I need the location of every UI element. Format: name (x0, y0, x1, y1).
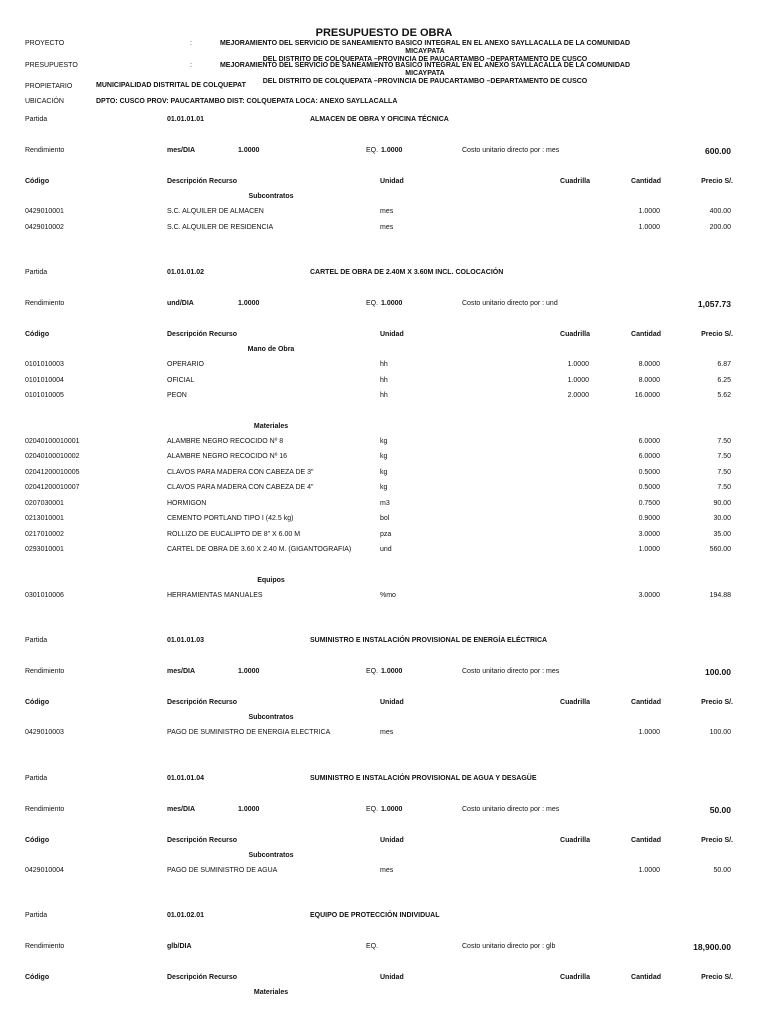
presupuesto-label: PRESUPUESTO (25, 62, 78, 69)
unidad-header: Unidad (380, 178, 404, 185)
costo-value: 600.00 (705, 146, 731, 156)
partida-label: Partida (25, 269, 48, 276)
rendimiento-label: Rendimiento (25, 943, 65, 950)
rendimiento-unit: mes/DIA (167, 147, 196, 154)
item-unit: hh (380, 392, 388, 399)
unidad-header: Unidad (380, 836, 404, 844)
cantidad-header: Cantidad (631, 974, 661, 981)
precio-header: Precio S/. (701, 699, 733, 706)
item-cantidad: 1.0000 (638, 546, 660, 553)
item-description: PAGO DE SUMINISTRO DE AGUA (167, 866, 278, 874)
partida-label: Partida (25, 637, 48, 644)
item-unit: mes (380, 729, 394, 736)
item-unit: %mo (380, 591, 396, 599)
page-title: PRESUPUESTO DE OBRA (315, 27, 453, 39)
descripcion-header: Descripción Recurso (167, 699, 238, 706)
item-cantidad: 8.0000 (638, 376, 660, 384)
presupuesto-line1: MEJORAMIENTO DEL SERVICIO DE SANEAMIENTO BASICO INTEGRAL EN EL ANEXO SAYLLACALLA DE LA COMUNIDAD MICAYPATA (219, 62, 631, 77)
item-description: CLAVOS PARA MADERA CON CABEZA DE 4" (167, 484, 314, 491)
item-description: PAGO DE SUMINISTRO DE ENERGIA ELECTRICA (167, 729, 331, 736)
rendimiento-label: Rendimiento (25, 300, 65, 307)
descripcion-header: Descripción Recurso (167, 178, 238, 185)
item-unit: hh (380, 376, 388, 384)
item-unit: und (380, 546, 392, 553)
item-description: HORMIGON (167, 499, 207, 507)
group-name: Materiales (253, 422, 289, 430)
cantidad-header: Cantidad (631, 836, 661, 844)
cantidad-header: Cantidad (631, 178, 661, 185)
costo-label: Costo unitario directo por : und (462, 300, 558, 307)
codigo-header: Código (25, 836, 50, 844)
costo-value: 50.00 (709, 804, 731, 815)
presupuesto-colon: : (190, 62, 192, 69)
item-code: 0101010005 (25, 392, 64, 399)
item-cantidad: 1.0000 (638, 729, 660, 736)
ubicacion-label: UBICACIÓN (25, 98, 64, 105)
group-name: Equipos (257, 576, 285, 584)
costo-label: Costo unitario directo por : mes (462, 668, 560, 675)
cantidad-header: Cantidad (631, 699, 661, 706)
precio-header: Precio S/. (701, 178, 733, 185)
rendimiento-unit: mes/DIA (167, 668, 196, 675)
rendimiento-value: 1.0000 (238, 805, 260, 813)
eq-label: EQ. (366, 300, 379, 307)
item-cantidad: 8.0000 (638, 361, 660, 368)
partida-label: Partida (25, 116, 48, 123)
cuadrilla-header: Cuadrilla (560, 974, 590, 981)
costo-value: 100.00 (705, 667, 731, 677)
partida-name: CARTEL DE OBRA DE 2.40M X 3.60M INCL. COLOCACIÓN (310, 269, 504, 276)
propietario-value: MUNICIPALIDAD DISTRITAL DE COLQUEPAT (96, 82, 246, 89)
descripcion-header: Descripción Recurso (167, 331, 238, 338)
item-cantidad: 0.9000 (638, 515, 660, 522)
item-description: ALAMBRE NEGRO RECOCIDO Nº 16 (167, 453, 288, 460)
item-code: 0301010006 (25, 591, 64, 599)
rendimiento-unit: und/DIA (167, 300, 194, 307)
item-precio: 6.25 (717, 376, 731, 384)
item-code: 0217010002 (25, 530, 64, 538)
item-cantidad: 0.7500 (638, 499, 660, 507)
item-description: ROLLIZO DE EUCALIPTO DE 8" X 6.00 M (167, 530, 301, 538)
item-description: CLAVOS PARA MADERA CON CABEZA DE 3" (167, 468, 314, 476)
item-code: 0213010001 (25, 515, 64, 522)
item-description: HERRAMIENTAS MANUALES (167, 591, 263, 599)
item-code: 0429010001 (25, 208, 64, 215)
ubicacion-value: DPTO: CUSCO PROV: PAUCARTAMBO DIST: COLQUEPATA LOCA: ANEXO SAYLLACALLA (96, 98, 398, 105)
item-precio: 194.88 (709, 591, 731, 599)
item-code: 02040100010002 (25, 453, 80, 460)
item-unit: hh (380, 361, 388, 368)
group-name: Materiales (253, 989, 289, 996)
rendimiento-unit: glb/DIA (167, 943, 192, 950)
item-description: OPERARIO (167, 361, 204, 368)
item-cantidad: 0.5000 (638, 484, 660, 491)
item-description: S.C. ALQUILER DE RESIDENCIA (167, 223, 274, 231)
codigo-header: Código (25, 331, 50, 338)
item-code: 0207030001 (25, 499, 64, 507)
item-cantidad: 6.0000 (638, 453, 660, 460)
cuadrilla-header: Cuadrilla (560, 178, 590, 185)
item-cantidad: 1.0000 (638, 223, 660, 231)
codigo-header: Código (25, 699, 50, 706)
item-precio: 30.00 (713, 515, 731, 522)
partida-name: SUMINISTRO E INSTALACIÓN PROVISIONAL DE AGUA Y DESAGÜE (310, 774, 537, 782)
item-code: 0101010004 (25, 376, 64, 384)
item-precio: 400.00 (709, 208, 731, 215)
item-precio: 7.50 (717, 468, 731, 476)
partida-code: 01.01.01.02 (167, 269, 204, 276)
item-cuadrilla: 2.0000 (567, 392, 589, 399)
item-description: CARTEL DE OBRA DE 3.60 X 2.40 M. (GIGANTOGRAFIA) (167, 546, 352, 553)
eq-value: 1.0000 (381, 805, 403, 813)
eq-value: 1.0000 (381, 300, 403, 307)
item-code: 0429010003 (25, 729, 64, 736)
costo-value: 1,057.73 (697, 299, 731, 309)
rendimiento-label: Rendimiento (25, 805, 65, 813)
item-code: 0101010003 (25, 361, 64, 368)
cuadrilla-header: Cuadrilla (560, 331, 590, 338)
item-cuadrilla: 1.0000 (567, 361, 589, 368)
partida-name: EQUIPO DE PROTECCIÓN INDIVIDUAL (310, 912, 440, 919)
presupuesto-line2: DEL DISTRITO DE COLQUEPATA –PROVINCIA DE PAUCARTAMBO –DEPARTAMENTO DE CUSCO (262, 78, 588, 85)
item-code: 0429010002 (25, 223, 64, 231)
item-cuadrilla: 1.0000 (567, 376, 589, 384)
item-precio: 90.00 (713, 499, 731, 507)
item-unit: mes (380, 208, 394, 215)
proyecto-value (205, 40, 645, 64)
costo-value: 18,900.00 (693, 942, 731, 952)
partida-code: 01.01.01.01 (167, 116, 204, 123)
codigo-header: Código (25, 178, 50, 185)
item-description: S.C. ALQUILER DE ALMACEN (167, 208, 264, 215)
item-code: 02041200010005 (25, 468, 80, 476)
partida-label: Partida (25, 912, 48, 919)
item-description: CEMENTO PORTLAND TIPO I (42.5 kg) (167, 515, 294, 522)
item-cantidad: 3.0000 (638, 591, 660, 599)
rendimiento-label: Rendimiento (25, 147, 65, 154)
codigo-header: Código (25, 974, 50, 981)
descripcion-header: Descripción Recurso (167, 836, 238, 844)
cuadrilla-header: Cuadrilla (560, 836, 590, 844)
item-precio: 5.62 (717, 392, 731, 399)
presupuesto-value (205, 62, 645, 86)
item-precio: 560.00 (709, 546, 731, 553)
rendimiento-value: 1.0000 (238, 668, 260, 675)
eq-value: 1.0000 (381, 668, 403, 675)
group-name: Mano de Obra (247, 346, 295, 353)
rendimiento-unit: mes/DIA (167, 805, 196, 813)
item-precio: 200.00 (709, 223, 731, 231)
unidad-header: Unidad (380, 331, 404, 338)
item-precio: 100.00 (709, 729, 731, 736)
eq-value: 1.0000 (381, 147, 403, 154)
rendimiento-label: Rendimiento (25, 668, 65, 675)
precio-header: Precio S/. (701, 836, 733, 844)
item-unit: kg (380, 484, 388, 491)
eq-label: EQ. (366, 668, 379, 675)
proyecto-label: PROYECTO (25, 40, 65, 47)
item-unit: kg (380, 453, 388, 460)
item-description: OFICIAL (167, 376, 195, 384)
item-unit: m3 (380, 499, 390, 507)
item-unit: bol (380, 515, 390, 522)
item-precio: 50.00 (713, 866, 731, 874)
propietario-label: PROPIETARIO (25, 83, 73, 90)
proyecto-colon: : (190, 40, 192, 47)
eq-label: EQ. (366, 805, 379, 813)
item-code: 0293010001 (25, 546, 64, 553)
precio-header: Precio S/. (701, 974, 733, 981)
cuadrilla-header: Cuadrilla (560, 699, 590, 706)
cantidad-header: Cantidad (631, 331, 661, 338)
item-unit: pza (380, 530, 392, 538)
item-unit: kg (380, 468, 388, 476)
item-cantidad: 16.0000 (634, 392, 660, 399)
item-description: ALAMBRE NEGRO RECOCIDO Nº 8 (167, 437, 284, 445)
item-precio: 6.87 (717, 361, 731, 368)
item-cantidad: 3.0000 (638, 530, 660, 538)
rendimiento-value: 1.0000 (238, 147, 260, 154)
item-unit: mes (380, 866, 394, 874)
partida-label: Partida (25, 774, 48, 782)
group-name: Subcontratos (248, 714, 294, 721)
costo-label: Costo unitario directo por : mes (462, 147, 560, 154)
group-name: Subcontratos (248, 193, 294, 200)
descripcion-header: Descripción Recurso (167, 974, 238, 981)
costo-label: Costo unitario directo por : glb (462, 943, 556, 950)
item-cantidad: 1.0000 (638, 866, 660, 874)
item-code: 02041200010007 (25, 484, 80, 491)
costo-label: Costo unitario directo por : mes (462, 805, 560, 813)
group-name: Subcontratos (248, 851, 294, 859)
item-unit: mes (380, 223, 394, 231)
partida-name: ALMACEN DE OBRA Y OFICINA TÉCNICA (310, 116, 449, 123)
partida-code: 01.01.01.03 (167, 637, 204, 644)
proyecto-line2: DEL DISTRITO DE COLQUEPATA –PROVINCIA DE PAUCARTAMBO –DEPARTAMENTO DE CUSCO (262, 56, 588, 63)
item-precio: 7.50 (717, 484, 731, 491)
rendimiento-value: 1.0000 (238, 300, 260, 307)
item-code: 0429010004 (25, 866, 64, 874)
item-precio: 7.50 (717, 453, 731, 460)
item-precio: 7.50 (717, 437, 731, 445)
proyecto-line1: MEJORAMIENTO DEL SERVICIO DE SANEAMIENTO BASICO INTEGRAL EN EL ANEXO SAYLLACALLA DE LA COMUNIDAD MICAYPATA (219, 40, 631, 55)
precio-header: Precio S/. (701, 331, 733, 338)
partida-code: 01.01.02.01 (167, 912, 204, 919)
eq-label: EQ. (366, 147, 379, 154)
item-description: PEON (167, 392, 187, 399)
item-precio: 35.00 (713, 530, 731, 538)
partida-code: 01.01.01.04 (167, 774, 204, 782)
item-cantidad: 0.5000 (638, 468, 660, 476)
partida-name: SUMINISTRO E INSTALACIÓN PROVISIONAL DE ENERGÍA ELÉCTRICA (310, 637, 548, 644)
item-cantidad: 6.0000 (638, 437, 660, 445)
item-code: 02040100010001 (25, 437, 80, 445)
unidad-header: Unidad (380, 699, 404, 706)
item-cantidad: 1.0000 (638, 208, 660, 215)
eq-label: EQ. (366, 943, 379, 950)
unidad-header: Unidad (380, 974, 404, 981)
item-unit: kg (380, 437, 388, 445)
